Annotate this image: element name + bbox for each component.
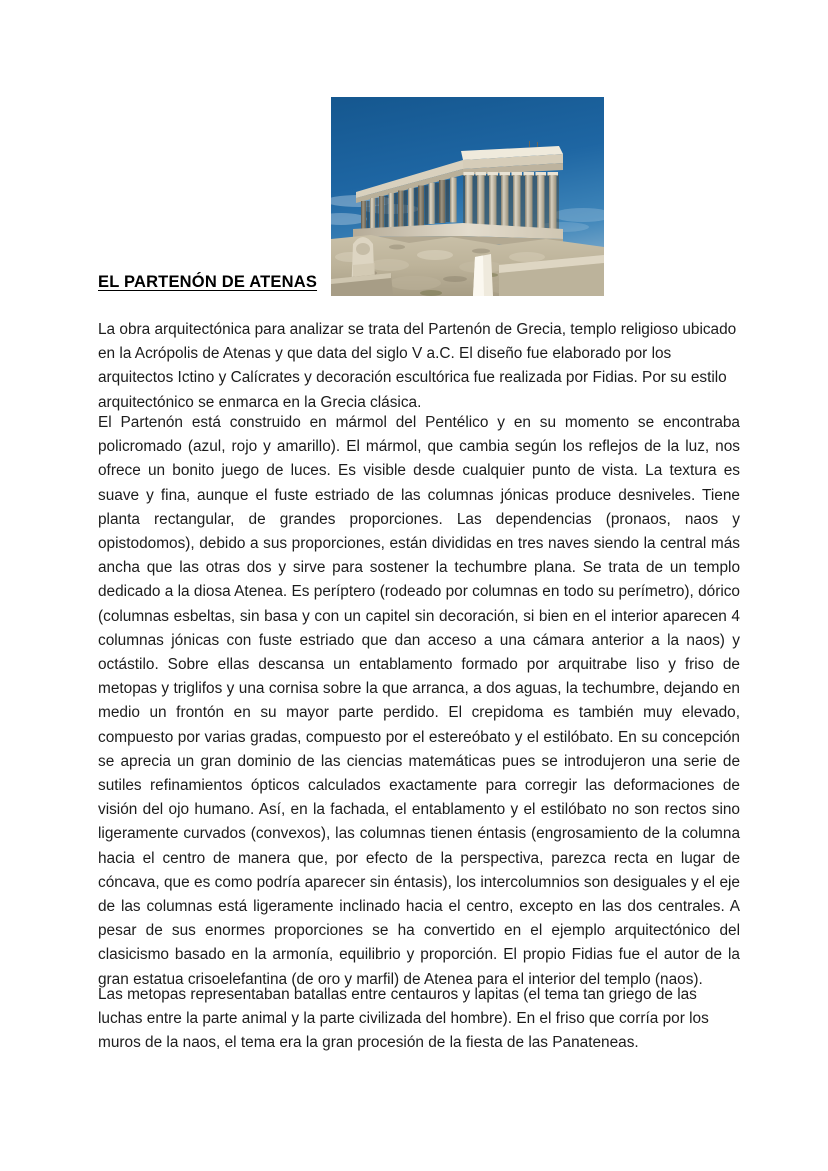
paragraph-block-3 (98, 983, 740, 1056)
parthenon-photo-graphic (331, 97, 604, 296)
paragraph-2: El Partenón está construido en mármol del Pentélico y en su momento se encontraba policromado (azul, rojo y amarillo). El mármol, que cambia según los reflejos de la luz, nos ofrece un bonito juego de luces. Es visible desde cualquier punto de vista. La textura es suave y fina, aunque el fuste estriado de las columnas jónicas produce desniveles. Tiene planta rectangular, de grandes proporciones. Las dependencias (pronaos, naos y opistodomos), debido a sus proporciones, están divididas en tres naves siendo la central más ancha que las otras dos y sirve para sostener la techumbre plana. Se trata de un templo dedicado a la diosa Atenea. Es períptero (rodeado por columnas en todo su perímetro), dórico (columnas esbeltas, sin basa y con un capitel sin decoración, si bien en el interior aparecen 4 columnas jónicas con fuste estriado que dan acceso a una cámara anterior a la naos) y octástilo. Sobre ellas descansa un entablamento formado por arquitrabe liso y friso de metopas y triglifos y una cornisa sobre la que arranca, a dos aguas, la techumbre, dejando en medio un frontón en su mayor parte perdido. El crepidoma es también muy elevado, compuesto por varias gradas, compuesto por el estereóbato y el estilóbato. En su concepción se aprecia un gran dominio de las ciencias matemáticas pues se introdujeron una serie de sutiles refinamientos ópticos calculados exactamente para corregir las deformaciones de visión del ojo humano. Así, en la fachada, el entablamento y el estilóbato no son rectos sino ligeramente curvados (convexos), las columnas tienen éntasis (engrosamiento de la columna hacia el centro de manera que, por efecto de la perspectiva, parezca recta en lugar de cóncava, que es como podría aparecer sin éntasis), los intercolumnios son desiguales y el eje de las columnas está ligeramente inclinado hacia el centro, excepto en las dos centrales. A pesar de sus enormes proporciones se ha convertido en el ejemplo arquitectónico del clasicismo basado en la armonía, equilibrio y proporción. El propio Fidias fue el autor de la gran estatua crisoelefantina (de oro y marfil) de Atenea para el interior del templo (naos). (98, 414, 740, 988)
paragraph-3: Las metopas representaban batallas entre centauros y lapitas (el tema tan griego de las luchas entre la parte animal y la parte civilizada del hombre). En el friso que corría por los muros de la naos, el tema era la gran procesión de la fiesta de las Panateneas. (98, 986, 709, 1052)
paragraph-block-1 (98, 318, 740, 415)
parthenon-photo (331, 97, 604, 296)
paragraph-1: La obra arquitectónica para analizar se trata del Partenón de Grecia, templo religioso ubicado en la Acrópolis de Atenas y que data del siglo V a.C. El diseño fue elaborado por los arquitectos Ictino y Calícrates y decoración escultórica fue realizada por Fidias. Por su estilo arquitectónico se enmarca en la Grecia clásica. (98, 321, 737, 411)
paragraph-block-2 (98, 411, 740, 992)
page-title: EL PARTENÓN DE ATENAS (98, 273, 318, 291)
